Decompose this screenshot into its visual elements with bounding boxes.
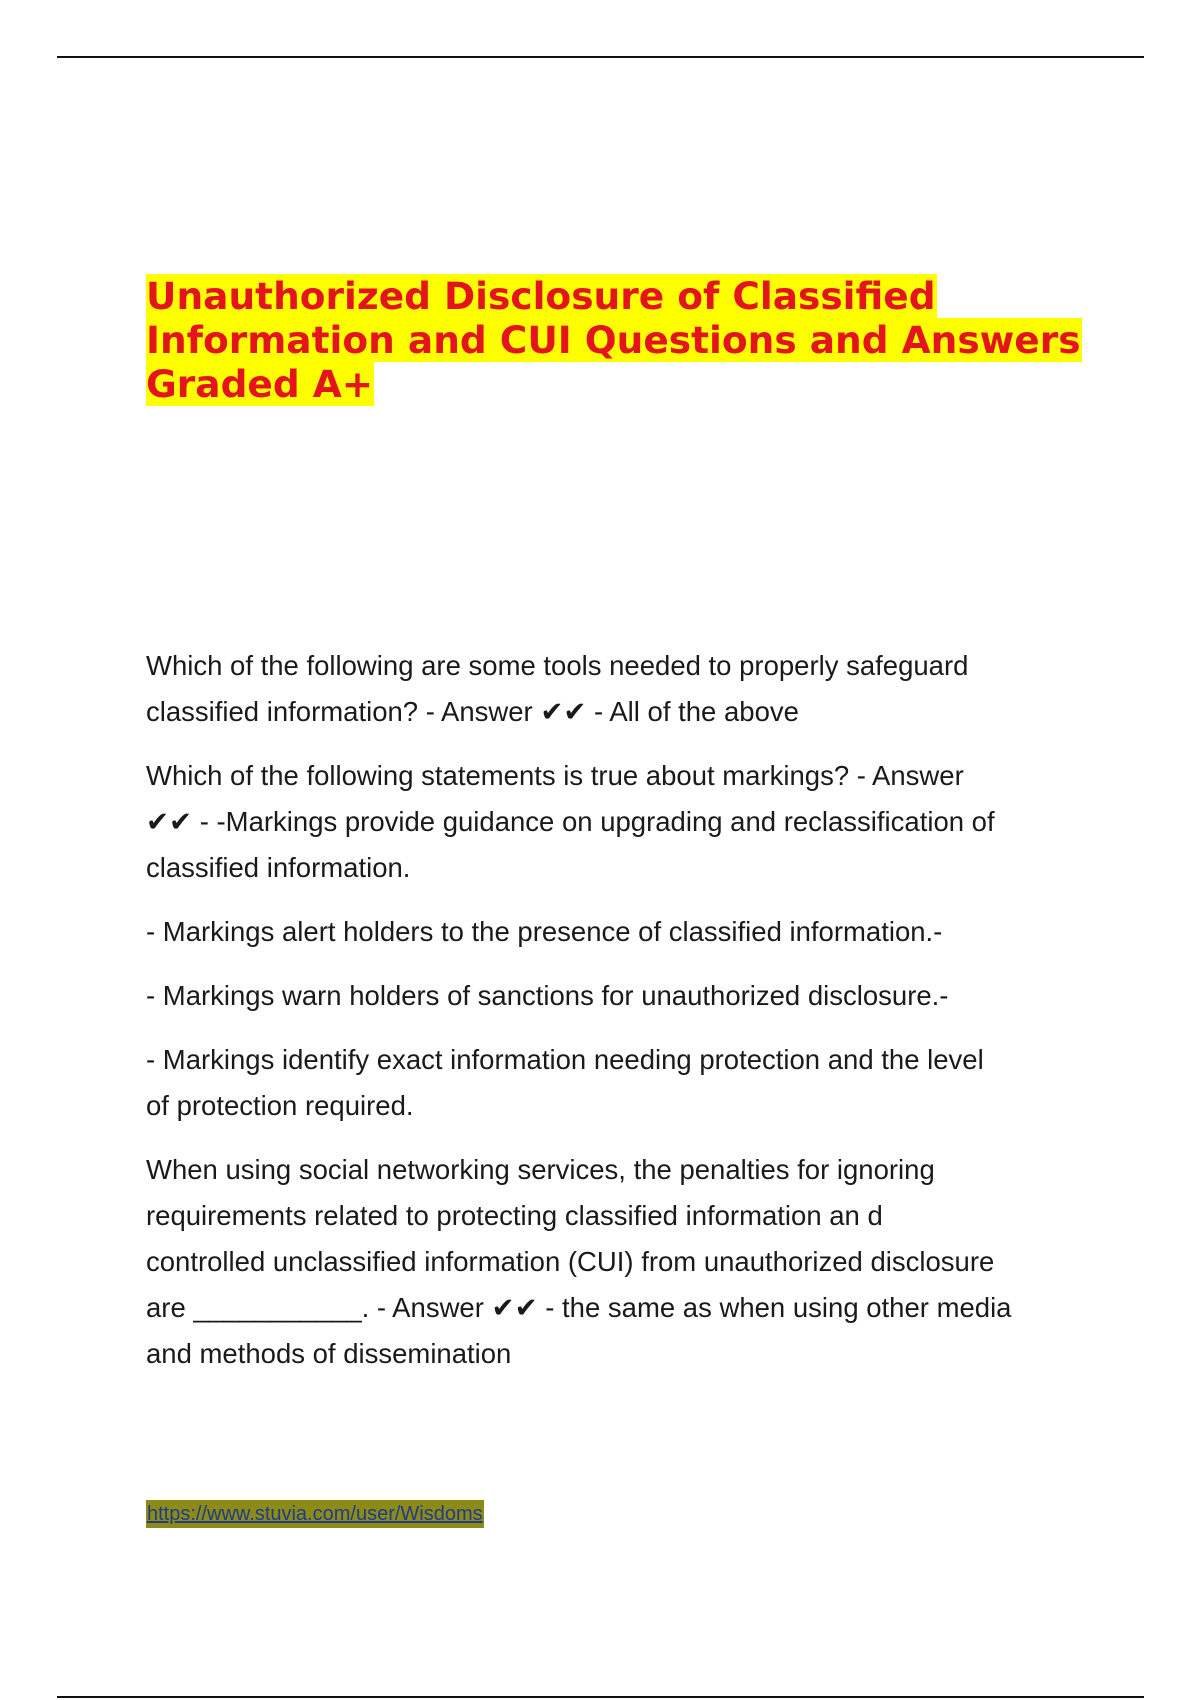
footer-rule [57, 1696, 1144, 1698]
markings-point-warn [146, 973, 1086, 1019]
stuvia-profile-link[interactable]: https://www.stuvia.com/user/Wisdoms [146, 1500, 484, 1528]
title-line-text: Information and CUI Questions and Answers [146, 318, 1081, 362]
title-line-text: Graded A+ [146, 362, 374, 406]
text-line: - Markings warn holders of sanctions for unauthorized disclosure.- [146, 980, 949, 1011]
title-line [146, 318, 1106, 362]
markings-point-identify [146, 1037, 1086, 1129]
qa-item-social-networking [146, 1147, 1086, 1377]
qa-item-markings [146, 753, 1086, 891]
text-line: - Markings alert holders to the presence of classified information.- [146, 916, 943, 947]
text-line: requirements related to protecting classified information an d [146, 1200, 883, 1231]
text-line: are ___________. - Answer ✔✔ - the same as when using other media [146, 1292, 1012, 1323]
text-line: classified information. [146, 852, 411, 883]
title-line-text: Unauthorized Disclosure of Classified [146, 274, 936, 318]
header-rule [57, 56, 1144, 58]
text-line: Which of the following are some tools needed to properly safeguard [146, 650, 969, 681]
qa-item-tools [146, 643, 1086, 735]
text-line: - Markings identify exact information needing protection and the level [146, 1044, 984, 1075]
text-line: of protection required. [146, 1090, 414, 1121]
text-line: controlled unclassified information (CUI) from unauthorized disclosure [146, 1246, 995, 1277]
document-title [146, 274, 1106, 406]
qa-body [146, 643, 1086, 1395]
text-line: ✔✔ - -Markings provide guidance on upgrading and reclassification of [146, 806, 995, 837]
text-line: classified information? - Answer ✔✔ - All of the above [146, 696, 799, 727]
markings-point-alert [146, 909, 1086, 955]
text-line: Which of the following statements is true about markings? - Answer [146, 760, 964, 791]
text-line: and methods of dissemination [146, 1338, 512, 1369]
text-line: When using social networking services, the penalties for ignoring [146, 1154, 935, 1185]
title-line [146, 362, 1106, 406]
title-line [146, 274, 1106, 318]
